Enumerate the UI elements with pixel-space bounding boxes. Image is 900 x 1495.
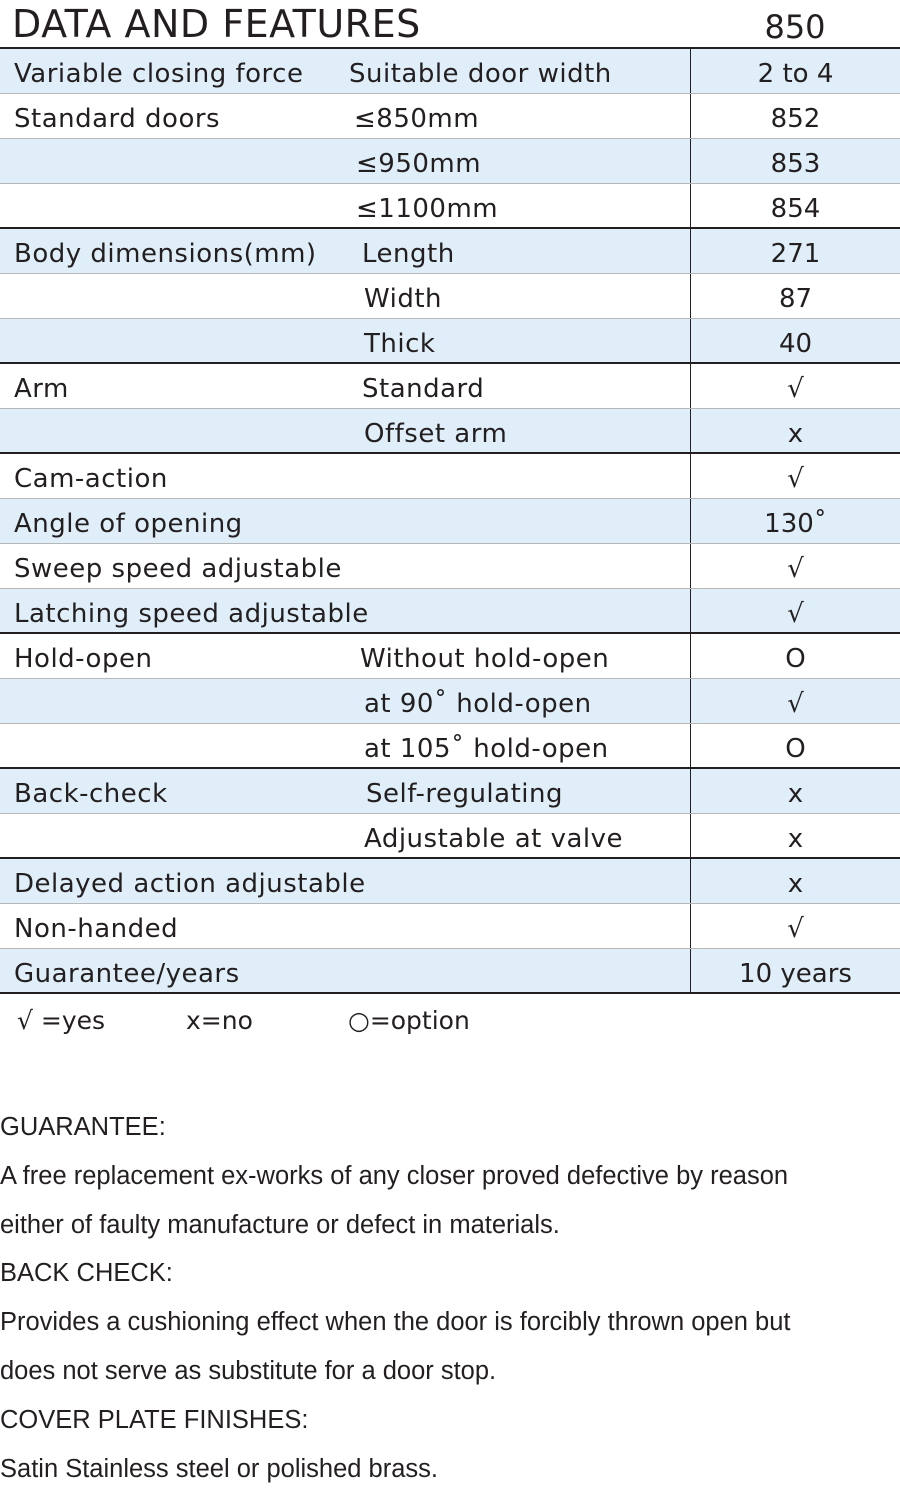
row-value: √ <box>690 364 900 408</box>
row-sublabel: Adjustable at valve <box>364 824 624 854</box>
table-row <box>0 364 900 409</box>
table-row <box>0 679 900 724</box>
legend-option: ○=option <box>348 1006 470 1035</box>
row-sublabel: at 105˚ hold-open <box>364 734 609 764</box>
row-sublabel: at 90˚ hold-open <box>364 689 592 719</box>
row-sublabel: ≤850mm <box>354 104 480 134</box>
table-row <box>0 544 900 589</box>
row-sublabel: Without hold-open <box>360 644 610 674</box>
row-value: 2 to 4 <box>690 49 900 93</box>
row-value: O <box>690 634 900 678</box>
table-row <box>0 274 900 319</box>
notes-section <box>0 1103 900 1493</box>
row-sublabel: Length <box>362 239 455 269</box>
row-label: Standard doors <box>14 104 221 134</box>
table-row <box>0 184 900 229</box>
symbol-legend <box>0 1006 900 1046</box>
table-row <box>0 634 900 679</box>
backcheck-text: Provides a cushioning effect when the door is forcibly thrown open but <box>0 1308 791 1337</box>
guarantee-text: either of faulty manufacture or defect in materials. <box>0 1210 560 1239</box>
row-value: x <box>690 859 900 903</box>
backcheck-heading: BACK CHECK: <box>0 1259 173 1288</box>
row-value: x <box>690 814 900 857</box>
table-row <box>0 769 900 814</box>
row-value: 852 <box>690 94 900 138</box>
row-sublabel: Self-regulating <box>366 779 563 809</box>
row-label: Sweep speed adjustable <box>14 554 342 584</box>
table-row <box>0 319 900 364</box>
row-sublabel: Width <box>364 284 443 314</box>
row-value: O <box>690 724 900 767</box>
row-label: Back-check <box>14 779 168 809</box>
table-row <box>0 814 900 859</box>
row-value: √ <box>690 589 900 632</box>
table-row <box>0 229 900 274</box>
row-sublabel: ≤950mm <box>356 149 482 179</box>
table-row <box>0 139 900 184</box>
row-value: 853 <box>690 139 900 183</box>
row-value: √ <box>690 544 900 588</box>
row-label: Arm <box>14 374 69 404</box>
legend-no: x=no <box>186 1006 253 1035</box>
row-value: 854 <box>690 184 900 227</box>
table-row <box>0 49 900 94</box>
row-label: Cam-action <box>14 464 168 494</box>
row-value: √ <box>690 454 900 498</box>
row-label: Body dimensions(mm) <box>14 239 317 269</box>
table-row <box>0 409 900 454</box>
row-label: Guarantee/years <box>14 959 240 989</box>
row-label: Angle of opening <box>14 509 243 539</box>
row-sublabel: ≤1100mm <box>356 194 499 224</box>
row-sublabel: Standard <box>362 374 485 404</box>
row-sublabel: Offset arm <box>364 419 508 449</box>
table-row <box>0 454 900 499</box>
row-label: Variable closing force <box>14 59 304 89</box>
guarantee-text: A free replacement ex-works of any closer proved defective by reason <box>0 1161 789 1190</box>
table-row <box>0 499 900 544</box>
table-row <box>0 859 900 904</box>
row-value: x <box>690 409 900 452</box>
table-row <box>0 949 900 994</box>
guarantee-heading: GUARANTEE: <box>0 1113 166 1141</box>
finishes-heading: COVER PLATE FINISHES: <box>0 1405 309 1434</box>
table-row <box>0 724 900 769</box>
row-label: Non-handed <box>14 914 179 944</box>
backcheck-text: does not serve as substitute for a door stop. <box>0 1356 497 1385</box>
legend-yes: √ =yes <box>17 1006 106 1035</box>
row-label: Delayed action adjustable <box>14 869 366 899</box>
table-header <box>0 0 900 49</box>
page-title: DATA AND FEATURES <box>12 2 421 46</box>
row-label: Hold-open <box>14 644 153 674</box>
row-value: 130˚ <box>690 499 900 543</box>
finishes-text: Satin Stainless steel or polished brass. <box>0 1454 438 1483</box>
row-value: √ <box>690 679 900 723</box>
row-sublabel: Thick <box>364 329 436 359</box>
row-label: Latching speed adjustable <box>14 599 369 629</box>
row-value: 40 <box>690 319 900 362</box>
row-value: √ <box>690 904 900 948</box>
model-number: 850 <box>764 8 826 46</box>
row-value: 271 <box>690 229 900 273</box>
table-row <box>0 589 900 634</box>
row-value: 87 <box>690 274 900 318</box>
table-row <box>0 94 900 139</box>
row-sublabel: Suitable door width <box>349 59 612 89</box>
row-value: 10 years <box>690 949 900 992</box>
features-table <box>0 49 900 994</box>
table-row <box>0 904 900 949</box>
row-value: x <box>690 769 900 813</box>
